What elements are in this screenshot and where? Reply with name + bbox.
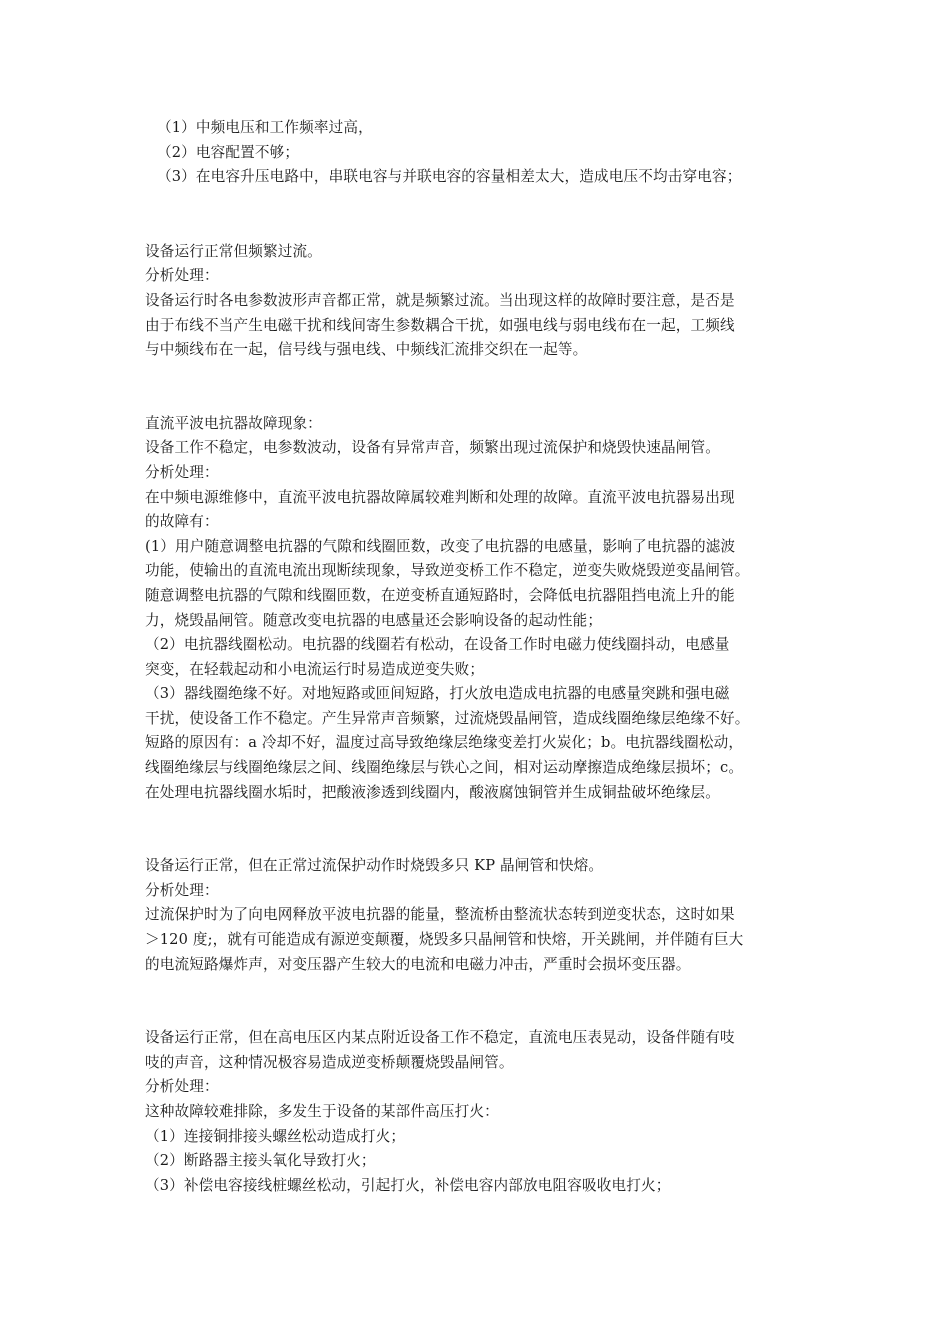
paragraph-line: 干扰，使设备工作不稳定。产生异常声音频繁，过流烧毁晶闸管，造成线圈绝缘层绝缘不好。 <box>145 709 750 727</box>
paragraph-line: 的故障有： <box>145 513 219 531</box>
paragraph-line: ＞120 度;，就有可能造成有源逆变颠覆，烧毁多只晶闸管和快熔，开关跳闸，并伴随有巨大 <box>145 931 744 949</box>
list-item: （3）器线圈绝缘不好。对地短路或匝间短路，打火放电造成电抗器的电感量突跳和强电磁 <box>145 685 730 703</box>
list-item: （1）连接铜排接头螺丝松动造成打火； <box>145 1127 406 1145</box>
paragraph-gap <box>145 805 812 854</box>
paragraph-line: 突变，在轻载起动和小电流运行时易造成逆变失败； <box>145 660 485 678</box>
paragraph-line: 这种故障较难排除，多发生于设备的某部件高压打火： <box>145 1103 499 1120</box>
list-item: （3）补偿电容接线桩螺丝松动，引起打火，补偿电容内部放电阻容吸收电打火； <box>145 1176 671 1194</box>
paragraph-line: 功能，使输出的直流电流出现断续现象，导致逆变桥工作不稳定，逆变失败烧毁逆变晶闸管。 <box>145 562 750 580</box>
paragraph-line: 线圈绝缘层与线圈绝缘层之间、线圈绝缘层与铁心之间，相对运动摩擦造成绝缘层损坏；c。 <box>145 759 744 777</box>
analysis-label: 分析处理： <box>145 463 219 481</box>
analysis-label: 分析处理： <box>145 267 219 285</box>
section-overcurrent-protection <box>145 854 812 977</box>
paragraph-line: 吱的声音，这种情况极容易造成逆变桥颠覆烧毁晶闸管。 <box>145 1053 514 1071</box>
paragraph-line: 力，烧毁晶闸管。随意改变电抗器的电感量还会影响设备的起动性能； <box>145 611 603 629</box>
section-dc-reactor-fault <box>145 412 812 806</box>
paragraph-line: 设备运行时各电参数波形声音都正常，就是频繁过流。当出现这样的故障时要注意，是否是 <box>145 291 735 309</box>
paragraph-line: 在中频电源维修中，直流平波电抗器故障属较难判断和处理的故障。直流平波电抗器易出现 <box>145 488 735 506</box>
paragraph-line: 随意调整电抗器的气隙和线圈匝数，在逆变桥直通短路时，会降低电抗器阻挡电流上升的能 <box>145 586 735 604</box>
paragraph-line: 的电流短路爆炸声，对变压器产生较大的电流和电磁力冲击，严重时会损坏变压器。 <box>145 955 691 973</box>
section-high-voltage-arcing <box>145 1026 812 1198</box>
fault-heading: 设备运行正常，但在高电压区内某点附近设备工作不稳定，直流电压表晃动，设备伴随有吱 <box>145 1029 735 1047</box>
fault-heading: 直流平波电抗器故障现象： <box>145 414 322 432</box>
section-capacitor-causes <box>145 116 812 190</box>
paragraph-line: 过流保护时为了向电网释放平波电抗器的能量，整流桥由整流状态转到逆变状态，这时如果 <box>145 906 735 924</box>
paragraph-line: 设备工作不稳定，电参数波动，设备有异常声音，频繁出现过流保护和烧毁快速晶闸管。 <box>145 439 721 457</box>
list-item: （3）在电容升压电路中，串联电容与并联电容的容量相差太大，造成电压不均击穿电容； <box>157 168 742 186</box>
paragraph-line: 短路的原因有：a 冷却不好，温度过高导致绝缘层绝缘变差打火炭化；b。电抗器线圈松动， <box>145 734 744 752</box>
fault-heading: 设备运行正常但频繁过流。 <box>145 242 322 260</box>
paragraph-gap <box>145 190 812 240</box>
fault-heading: 设备运行正常，但在正常过流保护动作时烧毁多只 KP 晶闸管和快熔。 <box>145 857 604 875</box>
paragraph-line: 与中频线布在一起，信号线与强电线、中频线汇流排交织在一起等。 <box>145 341 588 359</box>
list-item: （2）断路器主接头氧化导致打火； <box>145 1152 376 1170</box>
list-item: （2）电容配置不够； <box>157 143 300 161</box>
analysis-label: 分析处理： <box>145 881 219 899</box>
list-item: (1）用户随意调整电抗器的气隙和线圈匝数，改变了电抗器的电感量，影响了电抗器的滤波 <box>145 537 736 555</box>
paragraph-line: 在处理电抗器线圈水垢时，把酸液渗透到线圈内，酸液腐蚀铜管并生成铜盐破坏绝缘层。 <box>145 783 721 801</box>
list-item: （2）电抗器线圈松动。电抗器的线圈若有松动，在设备工作时电磁力使线圈抖动，电感量 <box>145 636 730 654</box>
list-item: （1）中频电压和工作频率过高， <box>157 119 373 136</box>
paragraph-gap <box>145 363 812 412</box>
section-frequent-overcurrent <box>145 240 812 363</box>
paragraph-line: 由于布线不当产生电磁干扰和线间寄生参数耦合干扰，如强电线与弱电线布在一起，工频线 <box>145 316 735 334</box>
paragraph-gap <box>145 977 812 1026</box>
analysis-label: 分析处理： <box>145 1078 219 1096</box>
